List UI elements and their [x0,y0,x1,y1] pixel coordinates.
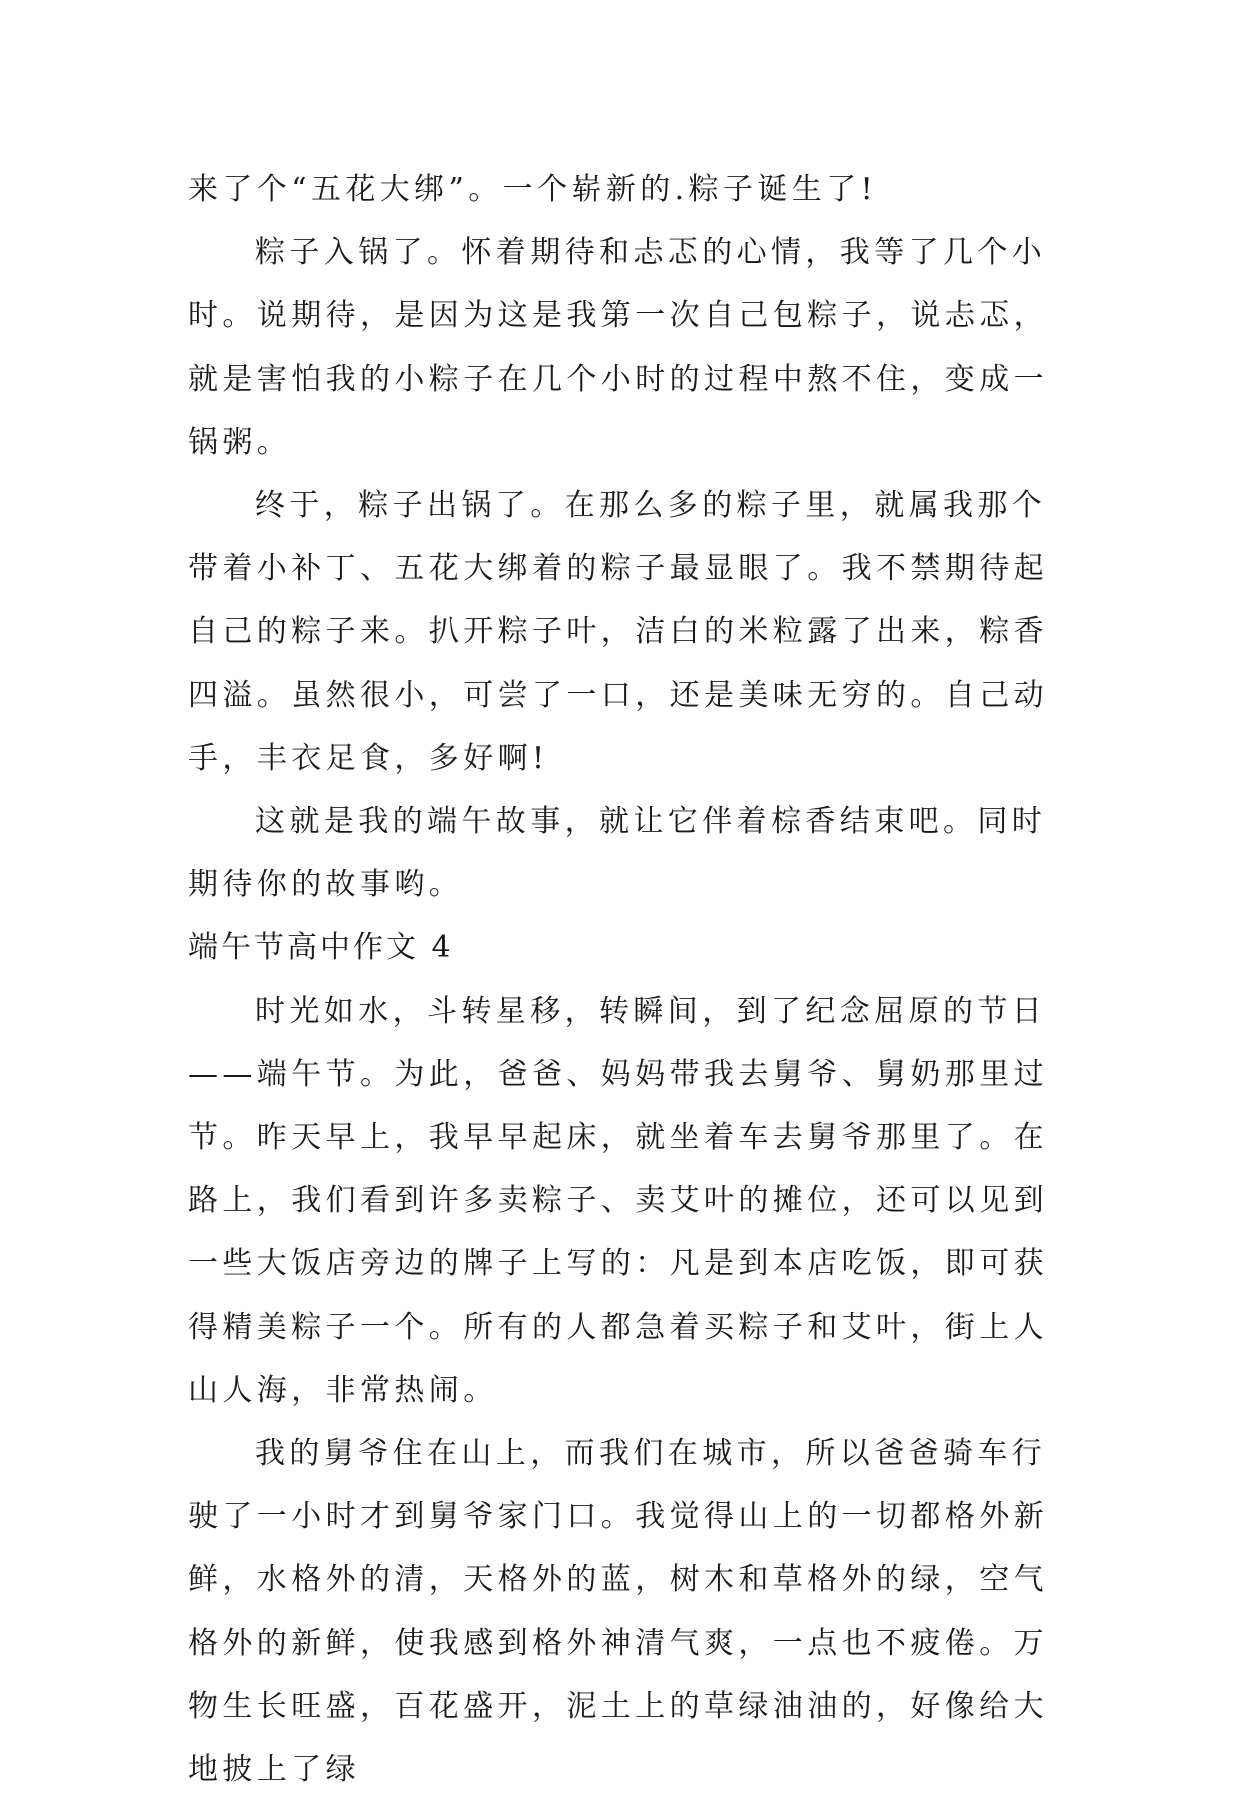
essay-heading: 端午节高中作文 4 [188,930,454,966]
paragraph-4: 这就是我的端午故事，就让它伴着棕香结束吧。同时期待你的故事哟。 [188,804,1047,903]
paragraph-6: 我的舅爷住在山上，而我们在城市，所以爸爸骑车行驶了一小时才到舅爷家门口。我觉得山上的一切都格外新鲜，水格外的清，天格外的蓝，树木和草格外的绿，空气格外的新鲜，使我感到格外神清气爽，一点也不疲倦。万物生长旺盛，百花盛开，泥土上的草绿油油的，好像给大地披上了绿 [188,1436,1048,1788]
paragraph-5: 时光如水，斗转星移，转瞬间，到了纪念屈原的节日——端午节。为此，爸爸、妈妈带我去舅爷、舅奶那里过节。昨天早上，我早早起床，就坐着车去舅爷那里了。在路上，我们看到许多卖粽子、卖艾叶的摊位，还可以见到一些大饭店旁边的牌子上写的：凡是到本店吃饭，即可获得精美粽子一个。所有的人都急着买粽子和艾叶，街上人山人海，非常热闹。 [188,993,1048,1408]
essay-body [188,158,1068,1801]
paragraph-3: 终于，粽子出锅了。在那么多的粽子里，就属我那个带着小补丁、五花大绑着的粽子最显眼了。我不禁期待起自己的粽子来。扒开粽子叶，洁白的米粒露了出来，粽香四溢。虽然很小，可尝了一口，还是美味无穷的。自己动手，丰衣足食，多好啊! [188,488,1048,776]
paragraph-2: 粽子入锅了。怀着期待和忐忑的心情，我等了几个小时。说期待，是因为这是我第一次自己包粽子，说忐忑，就是害怕我的小粽子在几个小时的过程中熬不住，变成一锅粥。 [188,235,1048,460]
paragraph-1: 来了个“五花大绑”。一个崭新的.粽子诞生了! [188,172,878,207]
